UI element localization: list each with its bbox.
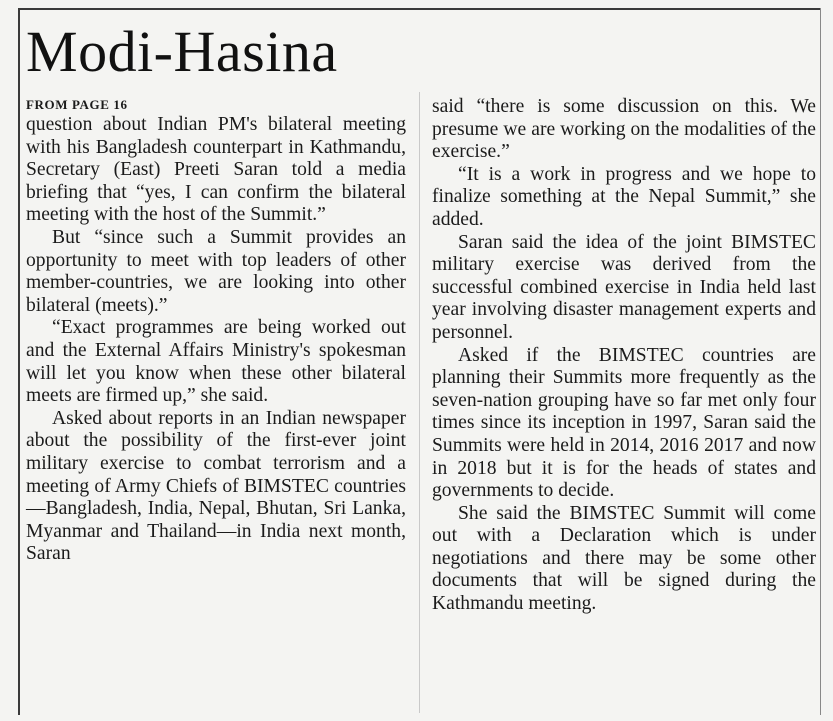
article-column-right [432, 96, 816, 616]
continuation-kicker: FROM PAGE 16 [26, 97, 128, 112]
paragraph: Asked if the BIMSTEC countries are planning their Summits more frequently as the seven-nation grouping have so far met only four times since its inception in 1997, Saran said the Summits were held in 2014, 2016 2017 and now in 2018 but it is for the heads of states and governments to decide. [432, 344, 816, 502]
column-divider [419, 92, 420, 713]
paragraph: “It is a work in progress and we hope to finalize something at the Nepal Summit,” she added. [432, 163, 816, 230]
right-border [820, 8, 821, 715]
left-border [18, 8, 20, 715]
paragraph: But “since such a Summit provides an opportunity to meet with top leaders of other member-countries, we are looking into other bilateral (meets).” [26, 226, 406, 316]
paragraph: She said the BIMSTEC Summit will come out with a Declaration which is under negotiations and there may be some other documents that will be signed during the Kathmandu meeting. [432, 502, 816, 615]
paragraph: Saran said the idea of the joint BIMSTEC military exercise was derived from the successful combined exercise in India held last year involving disaster management experts and personnel. [432, 231, 816, 343]
article-headline: Modi-Hasina [26, 19, 338, 84]
top-border [18, 8, 821, 10]
article-column-left [26, 96, 406, 566]
paragraph: Asked about reports in an Indian newspaper about the possibility of the first-ever joint military exercise to combat terrorism and a meeting of Army Chiefs of BIMSTEC countries—Bangladesh, India, Nepal, Bhutan, Sri Lanka, Myanmar and Thailand—in India next month, Saran [26, 407, 406, 565]
paragraph: “Exact programmes are being worked out and the External Affairs Ministry's spokesman will let you know when these other bilateral meets are firmed up,” she said. [26, 317, 406, 407]
paragraph: question about Indian PM's bilateral meeting with his Bangladesh counterpart in Kathmandu, Secretary (East) Preeti Saran told a media briefing that “yes, I can confirm the bilateral meeting with the host of the Summit.” [26, 114, 406, 226]
paragraph: said “there is some discussion on this. We presume we are working on the modalities of the exercise.” [432, 96, 816, 163]
